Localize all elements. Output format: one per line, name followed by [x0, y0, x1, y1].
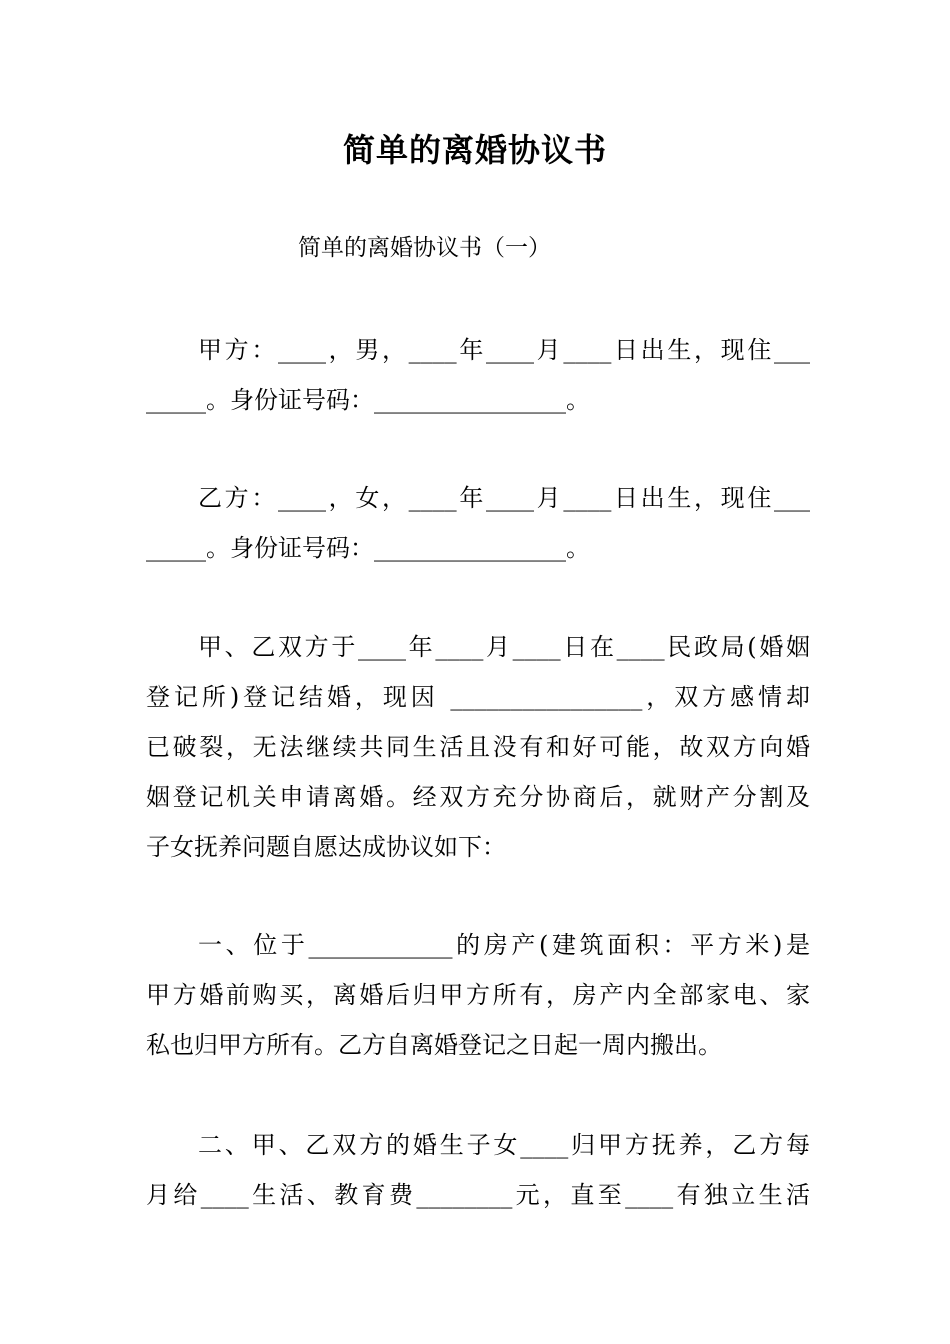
paragraph-line: _____。身份证号码：________________。 [146, 386, 590, 414]
paragraph-line: 月给____生活、教育费________元，直至____有独立生活 [146, 1181, 810, 1209]
paragraph-party-b [146, 473, 810, 573]
paragraph-line: 甲、乙双方于____年____月____日在____民政局(婚姻 [198, 633, 810, 661]
paragraph-line: 子女抚养问题自愿达成协议如下： [146, 833, 506, 861]
paragraph-line: 已破裂，无法继续共同生活且没有和好可能，故双方向婚 [146, 733, 810, 761]
paragraph-clause-one [146, 920, 810, 1070]
paragraph-line: 登记所)登记结婚，现因 ________________，双方感情却 [146, 683, 810, 711]
document-title: 简单的离婚协议书 [342, 131, 607, 169]
paragraph-line: 一、位于____________的房产(建筑面积：平方米)是 [198, 931, 810, 959]
paragraph-line: 二、甲、乙双方的婚生子女____归甲方抚养，乙方每 [198, 1131, 810, 1159]
paragraph-line: 私也归甲方所有。乙方自离婚登记之日起一周内搬出。 [146, 1031, 722, 1059]
paragraph-clause-two [146, 1120, 810, 1220]
document-subtitle: 简单的离婚协议书（一） [298, 235, 551, 261]
paragraph-line: 甲方：____，男，____年____月____日出生，现住___ [198, 336, 810, 364]
paragraph-party-a [146, 325, 810, 425]
paragraph-line: _____。身份证号码：________________。 [146, 534, 590, 562]
paragraph-line: 乙方：____，女，____年____月____日出生，现住___ [198, 484, 810, 512]
paragraph-marriage-background [146, 622, 810, 872]
paragraph-line: 姻登记机关申请离婚。经双方充分协商后，就财产分割及 [146, 783, 810, 811]
paragraph-line: 甲方婚前购买，离婚后归甲方所有，房产内全部家电、家 [146, 981, 810, 1009]
